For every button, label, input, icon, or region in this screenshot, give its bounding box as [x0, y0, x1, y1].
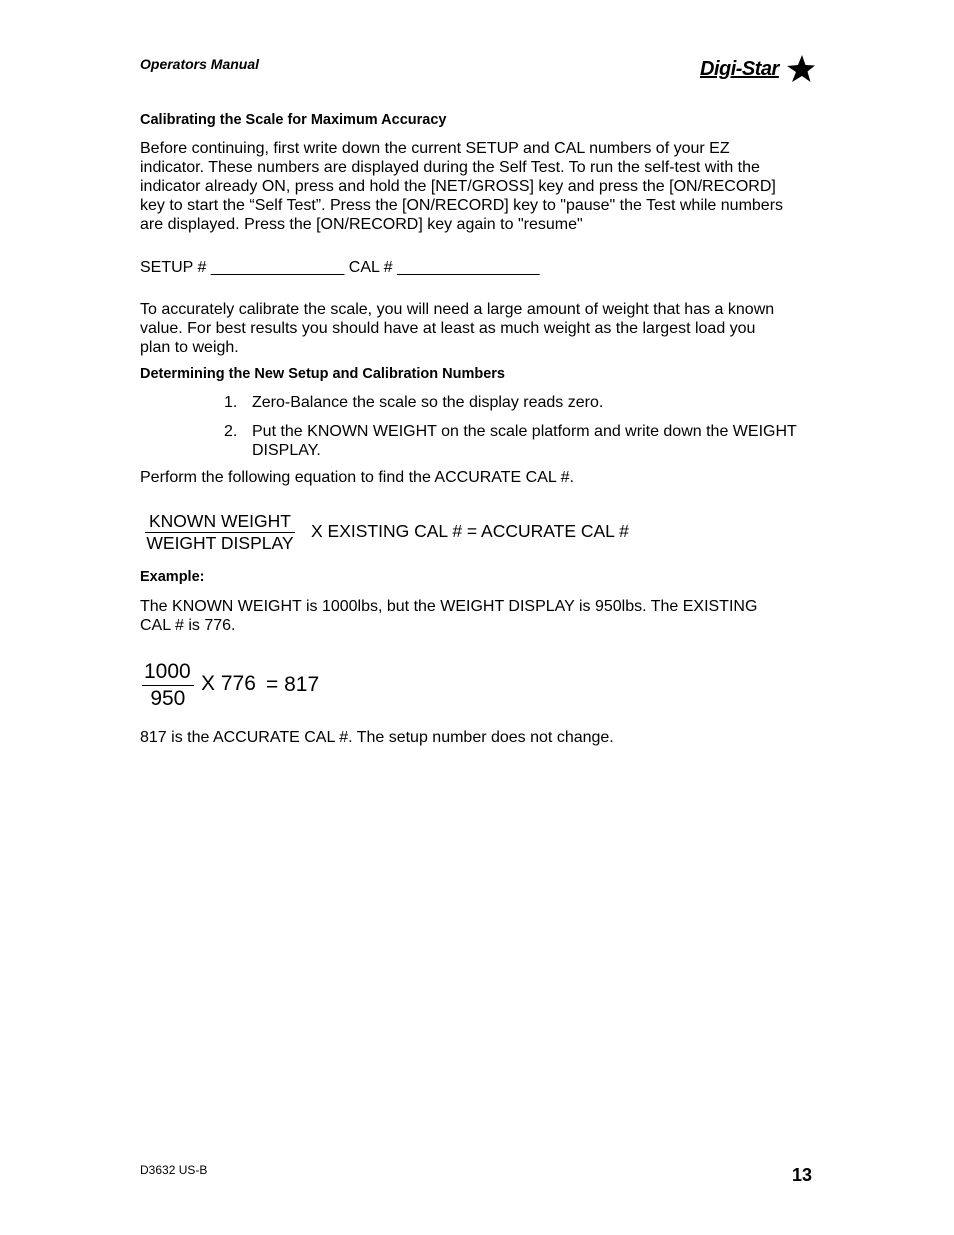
- text-line: indicator. These numbers are displayed during the Self Test. To run the self-test with the: [140, 159, 760, 176]
- formula-fraction: [145, 511, 295, 554]
- example-fraction: [142, 659, 194, 711]
- text-line: key to start the “Self Test”. Press the [ON/RECORD] key to "pause" the Test while numbers: [140, 197, 784, 214]
- formula-denominator: WEIGHT DISPLAY: [146, 533, 294, 553]
- document-code: D3632 US-B: [140, 1163, 208, 1177]
- step-text: Zero-Balance the scale so the display reads zero.: [252, 394, 604, 411]
- step-text: [252, 422, 797, 460]
- star-icon: [786, 54, 816, 84]
- formula-rest: X EXISTING CAL # = ACCURATE CAL #: [311, 521, 629, 541]
- text-line: The KNOWN WEIGHT is 1000lbs, but the WEIGHT DISPLAY is 950lbs. The EXISTING: [140, 598, 758, 615]
- text-line: indicator already ON, press and hold the [NET/GROSS] key and press the [ON/RECORD]: [140, 178, 776, 195]
- general-formula: [145, 511, 629, 554]
- example-multiplier: X 776: [201, 672, 256, 695]
- text-line: Put the KNOWN WEIGHT on the scale platform and write down the WEIGHT: [252, 423, 797, 440]
- digi-star-logo: [700, 54, 818, 88]
- text-line: DISPLAY.: [252, 442, 321, 459]
- text-line: CAL # is 776.: [140, 617, 236, 634]
- example-label: Example:: [140, 569, 205, 585]
- example-denominator: 950: [142, 685, 194, 711]
- section-heading-determining: Determining the New Setup and Calibration Numbers: [140, 366, 505, 382]
- text-line: plan to weigh.: [140, 339, 239, 356]
- formula-numerator: KNOWN WEIGHT: [149, 511, 291, 531]
- setup-cal-record-line: SETUP # _______________ CAL # ________________: [140, 259, 540, 276]
- page-number: 13: [792, 1165, 813, 1185]
- text-line: Before continuing, first write down the current SETUP and CAL numbers of your EZ: [140, 140, 730, 157]
- header-title: Operators Manual: [140, 56, 260, 72]
- text-line: value. For best results you should have at least as much weight as the largest load you: [140, 320, 756, 337]
- text-line: To accurately calibrate the scale, you will need a large amount of weight that has a known: [140, 301, 775, 318]
- example-formula: [142, 659, 320, 711]
- step-number: 1.: [224, 394, 238, 411]
- example-paragraph: [140, 597, 757, 635]
- example-result: = 817: [266, 673, 320, 696]
- text-line: are displayed. Press the [ON/RECORD] key again to "resume": [140, 216, 583, 233]
- example-numerator: 1000: [144, 660, 191, 683]
- equation-intro: Perform the following equation to find the ACCURATE CAL #.: [140, 469, 574, 486]
- section-heading-calibrating: Calibrating the Scale for Maximum Accuracy: [140, 112, 447, 128]
- step-number: 2.: [224, 423, 238, 440]
- logo-text: Digi-Star: [700, 58, 779, 80]
- weight-paragraph: [140, 300, 774, 357]
- intro-paragraph: [140, 139, 783, 234]
- conclusion-text: 817 is the ACCURATE CAL #. The setup number does not change.: [140, 729, 614, 746]
